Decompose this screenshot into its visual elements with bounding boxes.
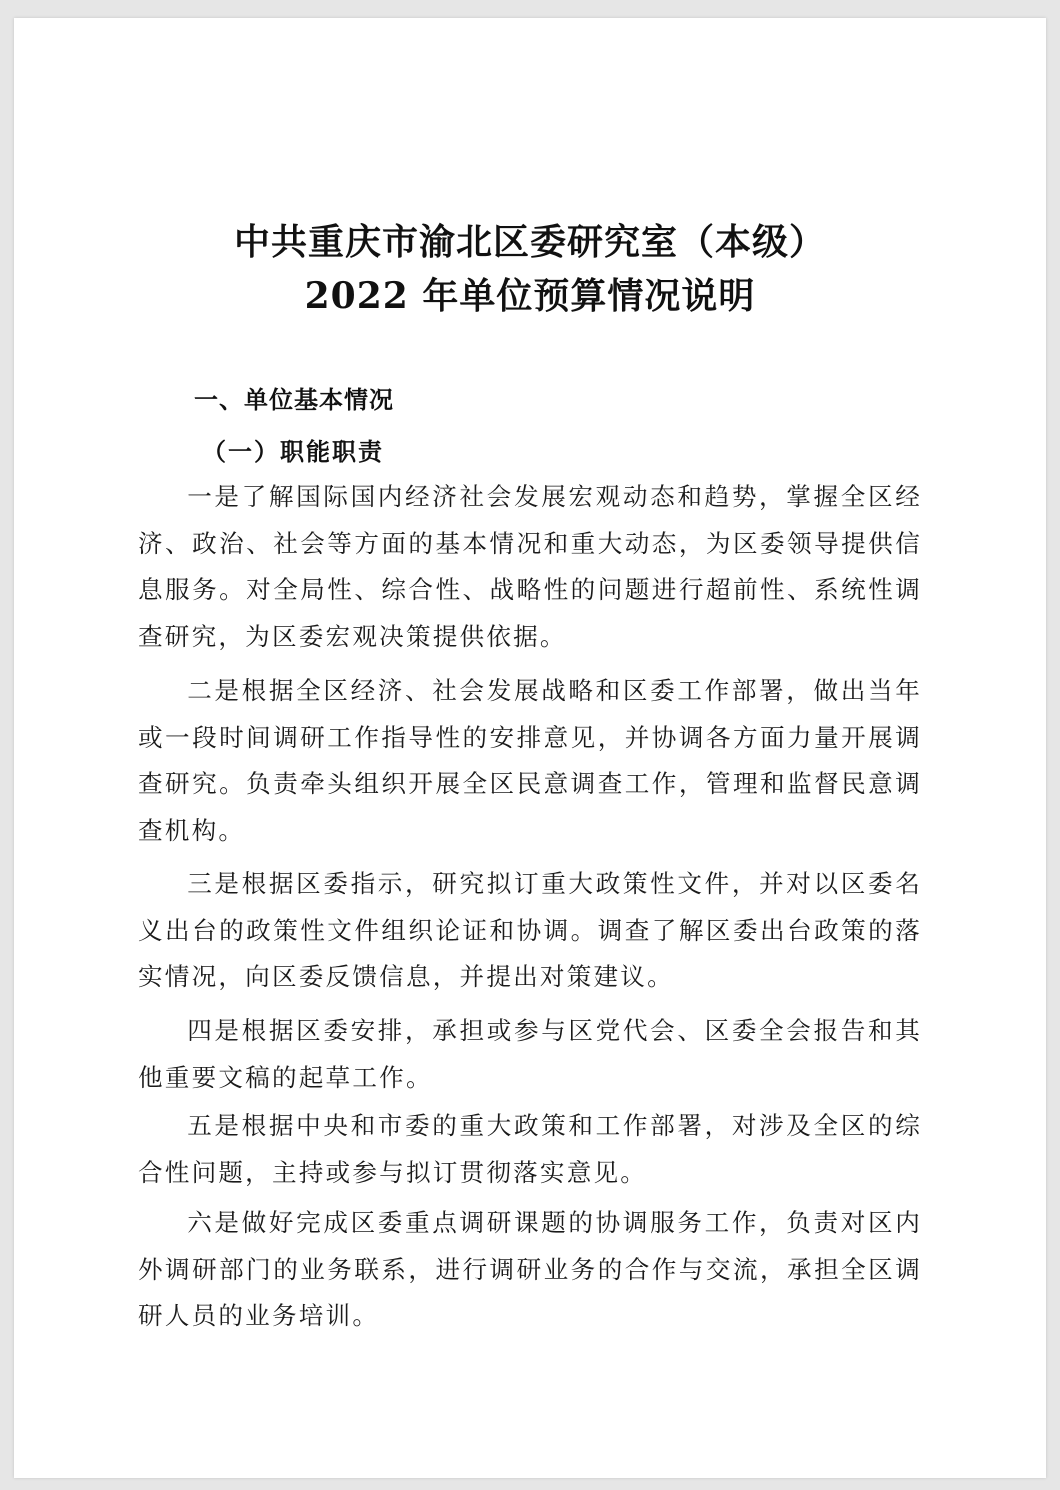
subsection-heading: （一）职能职责 [202, 437, 384, 466]
document-title-line-1: 中共重庆市渝北区委研究室（本级） [233, 221, 826, 263]
section-heading: 一、单位基本情况 [194, 386, 394, 414]
paragraph-duty-1: 一是了解国际国内经济社会发展宏观动态和趋势，掌握全区经济、政治、社会等方面的基本情况和重大动态，为区委领导提供信息服务。对全局性、综合性、战略性的问题进行超前性、系统性调查研究，为区委宏观决策提供依据。 [138, 482, 922, 651]
document-page [14, 18, 1046, 1478]
paragraph-duty-5: 五是根据中央和市委的重大政策和工作部署，对涉及全区的综合性问题，主持或参与拟订贯彻落实意见。 [138, 1111, 922, 1187]
paragraph-duty-6: 六是做好完成区委重点调研课题的协调服务工作，负责对区内外调研部门的业务联系，进行调研业务的合作与交流，承担全区调研人员的业务培训。 [138, 1208, 922, 1330]
document-title-line-2: 2022 年单位预算情况说明 [304, 275, 756, 317]
paragraph-duty-3: 三是根据区委指示，研究拟订重大政策性文件，并对以区委名义出台的政策性文件组织论证和协调。调查了解区委出台政策的落实情况，向区委反馈信息，并提出对策建议。 [138, 869, 922, 991]
paragraph-duty-2: 二是根据全区经济、社会发展战略和区委工作部署，做出当年或一段时间调研工作指导性的安排意见，并协调各方面力量开展调查研究。负责牵头组织开展全区民意调查工作，管理和监督民意调查机构。 [138, 676, 922, 845]
paragraph-duty-4: 四是根据区委安排，承担或参与区党代会、区委全会报告和其他重要文稿的起草工作。 [138, 1016, 922, 1092]
